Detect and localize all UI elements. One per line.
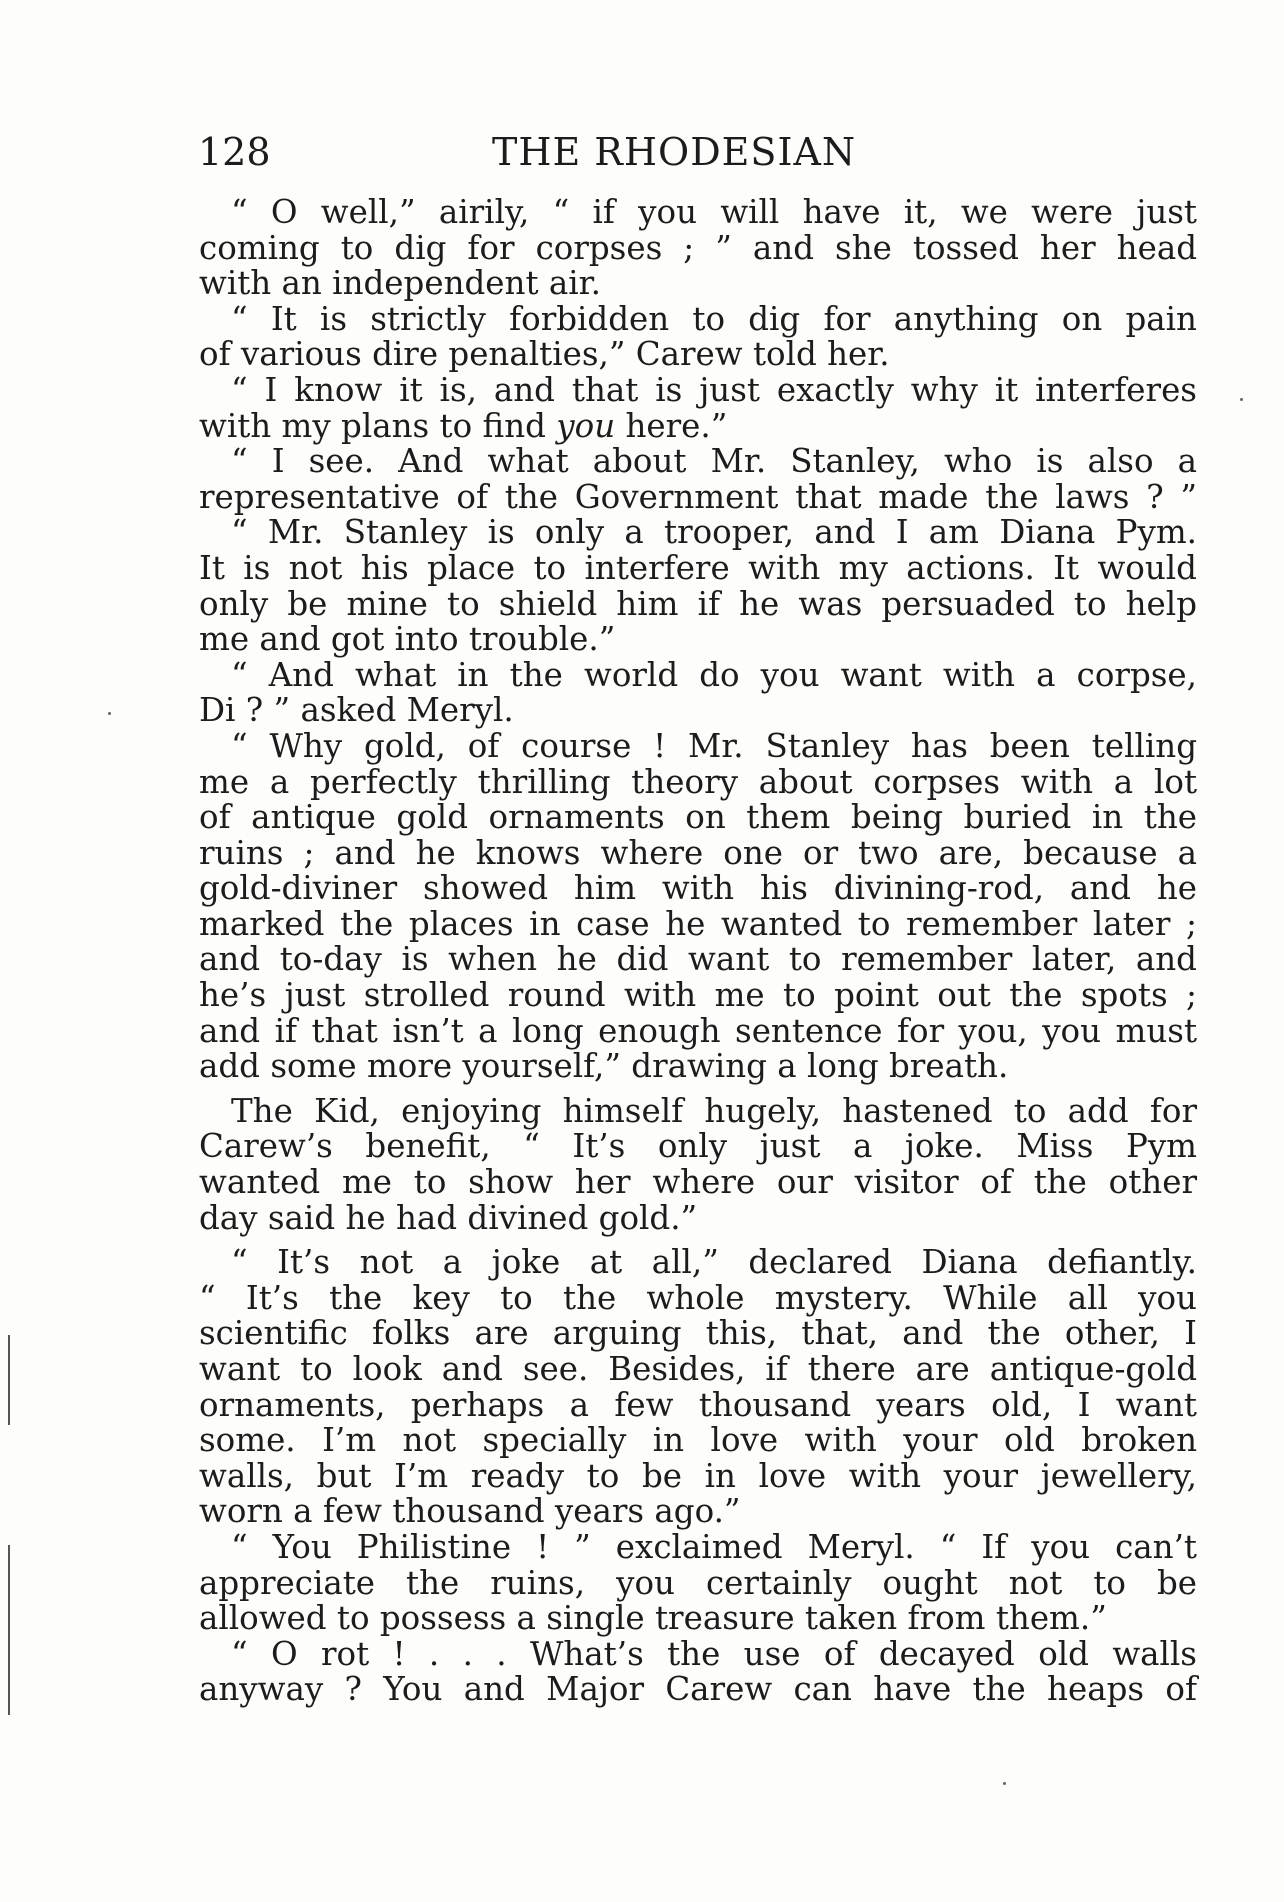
- text-line: some. I’m not specially in love with your old broken: [199, 1421, 1197, 1460]
- text-line: “ O well,” airily, “ if you will have it, we were just: [231, 193, 1197, 231]
- body-text: [199, 195, 1197, 1708]
- text-line: scientific folks are arguing this, that, and the other, I: [199, 1314, 1197, 1353]
- scan-margin-mark: [8, 1335, 10, 1425]
- scan-speck: [1003, 1782, 1006, 1785]
- text-line: he’s just strolled round with me to point out the spots ;: [199, 976, 1197, 1015]
- text-line: and if that isn’t a long enough sentence for you, you must: [199, 1011, 1197, 1050]
- text-line: “ It’s not a joke at all,” declared Diana defiantly.: [231, 1243, 1197, 1282]
- emphasized-word: you: [556, 406, 616, 445]
- scan-speck: [108, 712, 111, 715]
- text-line: “ You Philistine ! ” exclaimed Meryl. “ If you can’t: [231, 1527, 1197, 1566]
- text-line: The Kid, enjoying himself hugely, hastened to add for: [231, 1091, 1197, 1130]
- text-line: anyway ? You and Major Carew can have the heaps of: [199, 1670, 1197, 1709]
- text-line: only be mine to shield him if he was persuaded to help: [199, 584, 1197, 623]
- text-line: representative of the Government that made the laws ? ”: [199, 477, 1197, 516]
- scan-margin-mark: [8, 1545, 10, 1715]
- page-number: 128: [198, 130, 271, 174]
- text-line: day said he had divined gold.”: [199, 1198, 698, 1237]
- text-line: of antique gold ornaments on them being buried in the: [199, 798, 1197, 837]
- text-line: ruins ; and he knows where one or two are, because a: [199, 833, 1197, 872]
- text-line: “ O rot ! . . . What’s the use of decayed old walls: [231, 1634, 1197, 1673]
- text-line: add some more yourself,” drawing a long breath.: [199, 1047, 1009, 1086]
- text-line: “ I know it is, and that is just exactly why it interferes: [231, 370, 1197, 409]
- text-line: and to-day is when he did want to remember later, and: [199, 940, 1197, 979]
- text-line: allowed to possess a single treasure taken from them.”: [199, 1599, 1107, 1638]
- text-line: of various dire penalties,” Carew told her.: [199, 335, 890, 374]
- text-line: with my plans to find you here.”: [199, 406, 728, 445]
- text-line: want to look and see. Besides, if there are antique-gold: [199, 1350, 1197, 1388]
- text-line: worn a few thousand years ago.”: [199, 1492, 741, 1531]
- text-line: “ Why gold, of course ! Mr. Stanley has been telling: [231, 726, 1197, 765]
- text-line: ornaments, perhaps a few thousand years old, I want: [199, 1385, 1197, 1424]
- text-line: with an independent air.: [199, 264, 601, 303]
- text-line: marked the places in case he wanted to remember later ;: [199, 904, 1197, 943]
- text-line: walls, but I’m ready to be in love with your jewellery,: [199, 1456, 1197, 1495]
- text-line: me and got into trouble.”: [199, 620, 616, 659]
- running-head-title: THE RHODESIAN: [492, 130, 857, 174]
- text-line: It is not his place to interfere with my actions. It would: [199, 548, 1197, 587]
- page-header: [198, 126, 1198, 178]
- text-line: wanted me to show her where our visitor of the other: [199, 1163, 1197, 1202]
- text-line: appreciate the ruins, you certainly ought not to be: [199, 1563, 1197, 1602]
- text-line: “ It’s the key to the whole mystery. While all you: [199, 1278, 1197, 1317]
- text-line: me a perfectly thrilling theory about corpses with a lot: [199, 762, 1197, 801]
- scan-speck: [1240, 398, 1243, 401]
- text-line: coming to dig for corpses ; ” and she tossed her head: [199, 228, 1197, 267]
- text-line: “ I see. And what about Mr. Stanley, who is also a: [231, 442, 1197, 481]
- text-line: “ And what in the world do you want with a corpse,: [231, 655, 1197, 694]
- text-line: “ Mr. Stanley is only a trooper, and I am Diana Pym.: [231, 513, 1197, 552]
- text-line: “ It is strictly forbidden to dig for anything on pain: [231, 299, 1197, 338]
- text-line: Di ? ” asked Meryl.: [199, 691, 514, 730]
- text-line: Carew’s benefit, “ It’s only just a joke. Miss Pym: [199, 1127, 1197, 1166]
- text-line: gold-diviner showed him with his divining-rod, and he: [199, 869, 1197, 908]
